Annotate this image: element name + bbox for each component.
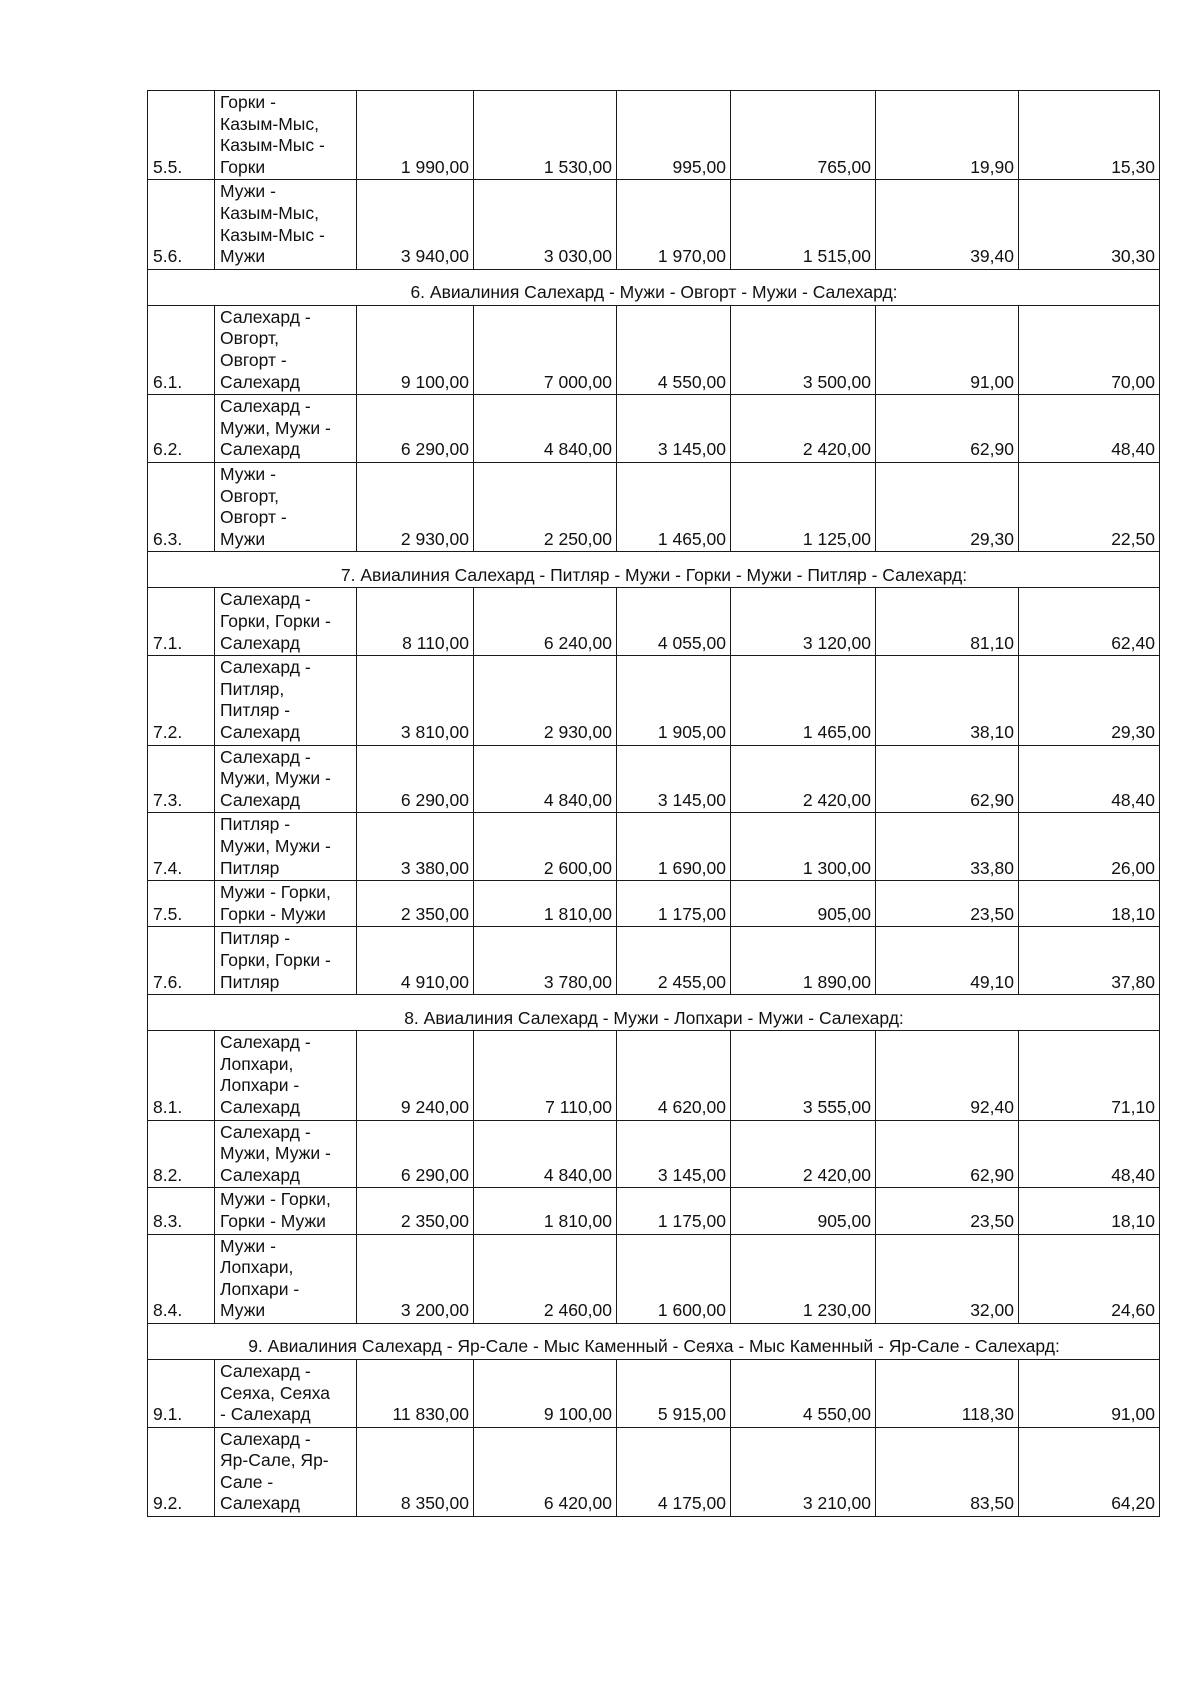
fare-value: 1 905,00 [617, 656, 731, 745]
route-line: Горки [220, 156, 266, 177]
fare-value: 3 210,00 [731, 1427, 876, 1516]
fare-value: 1 125,00 [731, 462, 876, 551]
route-line: Горки, Горки - [220, 949, 331, 970]
table-row [148, 745, 1160, 813]
table-row [148, 305, 1160, 394]
fare-value: 4 620,00 [617, 1031, 731, 1120]
route-line: Горки, Горки - [220, 610, 331, 631]
route-cell [215, 927, 357, 995]
route-cell [215, 813, 357, 881]
route-line: Салехард - [220, 1360, 311, 1381]
route-line: Салехард [220, 1493, 300, 1514]
fare-value: 4 550,00 [617, 305, 731, 394]
fare-value: 2 350,00 [357, 881, 474, 927]
fare-value: 8 110,00 [357, 588, 474, 656]
fare-value: 62,90 [876, 745, 1019, 813]
fare-value: 29,30 [876, 462, 1019, 551]
fare-value: 2 930,00 [474, 656, 617, 745]
fare-value: 92,40 [876, 1031, 1019, 1120]
fare-value: 23,50 [876, 881, 1019, 927]
route-line: Сеяха, Сеяха [220, 1382, 330, 1403]
route-line: Мужи, Мужи - [220, 768, 331, 789]
fare-value: 2 930,00 [357, 462, 474, 551]
fare-table [147, 90, 1160, 1517]
route-line: Мужи [220, 528, 266, 549]
route-line: Казым-Мыс - [220, 135, 325, 156]
route-line: Салехард [220, 632, 300, 653]
fare-value: 1 690,00 [617, 813, 731, 881]
table-row [148, 881, 1160, 927]
row-number: 8.2. [148, 1120, 215, 1188]
fare-value: 9 240,00 [357, 1031, 474, 1120]
fare-value: 7 000,00 [474, 305, 617, 394]
fare-value: 3 555,00 [731, 1031, 876, 1120]
route-line: Мужи [220, 1300, 266, 1321]
fare-value: 2 600,00 [474, 813, 617, 881]
route-line: Горки - [220, 92, 276, 113]
route-cell [215, 91, 357, 180]
fare-value: 3 145,00 [617, 745, 731, 813]
row-number: 9.1. [148, 1359, 215, 1427]
fare-value: 6 240,00 [474, 588, 617, 656]
fare-value: 3 030,00 [474, 180, 617, 269]
fare-value: 2 420,00 [731, 745, 876, 813]
section-header-row [148, 269, 1160, 305]
fare-value: 905,00 [731, 881, 876, 927]
fare-value: 1 600,00 [617, 1234, 731, 1323]
fare-value: 70,00 [1019, 305, 1160, 394]
section-title: 6. Авиалиния Салехард - Мужи - Овгорт - Мужи - Салехард: [148, 269, 1160, 305]
fare-value: 62,90 [876, 395, 1019, 463]
fare-value: 6 290,00 [357, 1120, 474, 1188]
fare-value: 905,00 [731, 1188, 876, 1234]
fare-value: 5 915,00 [617, 1359, 731, 1427]
route-line: - Салехард [220, 1404, 311, 1425]
route-cell [215, 462, 357, 551]
row-number: 8.3. [148, 1188, 215, 1234]
fare-value: 3 145,00 [617, 395, 731, 463]
route-line: Салехард [220, 789, 300, 810]
fare-value: 3 810,00 [357, 656, 474, 745]
route-line: Казым-Мыс, [220, 113, 319, 134]
route-line: Салехард - [220, 1032, 311, 1053]
route-cell [215, 1188, 357, 1234]
fare-value: 765,00 [731, 91, 876, 180]
fare-value: 4 910,00 [357, 927, 474, 995]
route-line: Лопхари, [220, 1053, 294, 1074]
row-number: 7.6. [148, 927, 215, 995]
row-number: 5.6. [148, 180, 215, 269]
fare-value: 11 830,00 [357, 1359, 474, 1427]
table-row [148, 813, 1160, 881]
route-line: Лопхари - [220, 1075, 300, 1096]
route-cell [215, 305, 357, 394]
fare-value: 38,10 [876, 656, 1019, 745]
fare-value: 83,50 [876, 1427, 1019, 1516]
fare-value: 2 460,00 [474, 1234, 617, 1323]
fare-value: 48,40 [1019, 395, 1160, 463]
table-row [148, 180, 1160, 269]
route-line: Мужи, Мужи - [220, 835, 331, 856]
fare-value: 2 455,00 [617, 927, 731, 995]
fare-value: 118,30 [876, 1359, 1019, 1427]
fare-value: 33,80 [876, 813, 1019, 881]
route-line: Салехард - [220, 1121, 311, 1142]
table-row [148, 1427, 1160, 1516]
route-line: Салехард - [220, 589, 311, 610]
fare-value: 4 550,00 [731, 1359, 876, 1427]
route-line: Салехард - [220, 396, 311, 417]
fare-value: 71,10 [1019, 1031, 1160, 1120]
route-line: Лопхари, [220, 1257, 294, 1278]
fare-value: 48,40 [1019, 1120, 1160, 1188]
table-row [148, 927, 1160, 995]
fare-value: 1 990,00 [357, 91, 474, 180]
route-line: Питляр - [220, 814, 291, 835]
row-number: 6.2. [148, 395, 215, 463]
route-line: Салехард - [220, 1428, 311, 1449]
route-line: Питляр [220, 857, 280, 878]
route-line: Горки - Мужи [220, 1210, 326, 1231]
route-cell [215, 1359, 357, 1427]
fare-value: 1 175,00 [617, 881, 731, 927]
fare-value: 4 840,00 [474, 395, 617, 463]
route-line: Мужи - [220, 463, 276, 484]
fare-value: 2 250,00 [474, 462, 617, 551]
route-line: Салехард [220, 1164, 300, 1185]
fare-value: 1 175,00 [617, 1188, 731, 1234]
fare-value: 6 290,00 [357, 745, 474, 813]
fare-value: 995,00 [617, 91, 731, 180]
route-line: Мужи - [220, 1235, 276, 1256]
route-line: Салехард [220, 371, 300, 392]
fare-value: 29,30 [1019, 656, 1160, 745]
fare-value: 26,00 [1019, 813, 1160, 881]
table-row [148, 1359, 1160, 1427]
route-line: Горки - Мужи [220, 903, 326, 924]
table-row [148, 1031, 1160, 1120]
fare-value: 1 890,00 [731, 927, 876, 995]
fare-value: 8 350,00 [357, 1427, 474, 1516]
route-line: Мужи, Мужи - [220, 1143, 331, 1164]
route-line: Питляр [220, 971, 280, 992]
route-line: Мужи [220, 246, 266, 267]
fare-value: 1 970,00 [617, 180, 731, 269]
route-cell [215, 881, 357, 927]
fare-value: 6 420,00 [474, 1427, 617, 1516]
route-line: Овгорт - [220, 507, 287, 528]
fare-value: 9 100,00 [357, 305, 474, 394]
fare-value: 2 420,00 [731, 395, 876, 463]
fare-value: 32,00 [876, 1234, 1019, 1323]
section-title: 8. Авиалиния Салехард - Мужи - Лопхари - Мужи - Салехард: [148, 995, 1160, 1031]
route-line: Овгорт, [220, 328, 279, 349]
fare-value: 62,90 [876, 1120, 1019, 1188]
section-title: 7. Авиалиния Салехард - Питляр - Мужи - Горки - Мужи - Питляр - Салехард: [148, 552, 1160, 588]
route-line: Овгорт, [220, 485, 279, 506]
table-row [148, 656, 1160, 745]
route-line: Салехард [220, 439, 300, 460]
section-header-row [148, 1323, 1160, 1359]
route-cell [215, 1234, 357, 1323]
fare-value: 4 175,00 [617, 1427, 731, 1516]
route-cell [215, 1427, 357, 1516]
fare-value: 3 780,00 [474, 927, 617, 995]
fare-value: 1 530,00 [474, 91, 617, 180]
section-header-row [148, 995, 1160, 1031]
route-cell [215, 180, 357, 269]
fare-value: 64,20 [1019, 1427, 1160, 1516]
fare-value: 3 145,00 [617, 1120, 731, 1188]
row-number: 7.2. [148, 656, 215, 745]
fare-value: 1 810,00 [474, 881, 617, 927]
route-cell [215, 656, 357, 745]
fare-value: 62,40 [1019, 588, 1160, 656]
fare-value: 24,60 [1019, 1234, 1160, 1323]
table-row [148, 462, 1160, 551]
row-number: 6.1. [148, 305, 215, 394]
route-line: Яр-Сале, Яр- [220, 1450, 329, 1471]
fare-value: 49,10 [876, 927, 1019, 995]
route-cell [215, 1031, 357, 1120]
fare-value: 3 940,00 [357, 180, 474, 269]
fare-value: 81,10 [876, 588, 1019, 656]
fare-value: 91,00 [1019, 1359, 1160, 1427]
row-number: 6.3. [148, 462, 215, 551]
route-line: Лопхари - [220, 1278, 300, 1299]
fare-value: 1 465,00 [731, 656, 876, 745]
table-row [148, 395, 1160, 463]
route-line: Питляр - [220, 700, 291, 721]
fare-value: 3 380,00 [357, 813, 474, 881]
route-line: Сале - [220, 1471, 274, 1492]
route-line: Овгорт - [220, 349, 287, 370]
route-line: Питляр - [220, 928, 291, 949]
fare-value: 9 100,00 [474, 1359, 617, 1427]
route-line: Салехард [220, 1096, 300, 1117]
fare-value: 4 840,00 [474, 745, 617, 813]
fare-value: 19,90 [876, 91, 1019, 180]
route-cell [215, 1120, 357, 1188]
row-number: 7.1. [148, 588, 215, 656]
fare-value: 4 840,00 [474, 1120, 617, 1188]
route-line: Мужи - Горки, [220, 882, 331, 903]
table-row [148, 588, 1160, 656]
route-line: Мужи - Горки, [220, 1189, 331, 1210]
route-cell [215, 588, 357, 656]
fare-value: 30,30 [1019, 180, 1160, 269]
fare-value: 39,40 [876, 180, 1019, 269]
row-number: 8.1. [148, 1031, 215, 1120]
fare-value: 6 290,00 [357, 395, 474, 463]
section-header-row [148, 552, 1160, 588]
row-number: 8.4. [148, 1234, 215, 1323]
route-line: Питляр, [220, 678, 285, 699]
fare-value: 37,80 [1019, 927, 1160, 995]
fare-value: 15,30 [1019, 91, 1160, 180]
route-line: Салехард [220, 721, 300, 742]
route-line: Казым-Мыс, [220, 203, 319, 223]
route-line: Салехард - [220, 306, 311, 327]
fare-value: 3 500,00 [731, 305, 876, 394]
section-title: 9. Авиалиния Салехард - Яр-Сале - Мыс Каменный - Сеяха - Мыс Каменный - Яр-Сале - Салехард: [148, 1323, 1160, 1359]
row-number: 9.2. [148, 1427, 215, 1516]
route-line: Салехард - [220, 657, 311, 678]
route-line: Мужи - [220, 181, 276, 202]
row-number: 7.3. [148, 745, 215, 813]
fare-value: 1 515,00 [731, 180, 876, 269]
fare-value: 1 465,00 [617, 462, 731, 551]
route-line: Салехард - [220, 746, 311, 767]
route-cell [215, 395, 357, 463]
fare-value: 2 350,00 [357, 1188, 474, 1234]
row-number: 7.4. [148, 813, 215, 881]
route-line: Мужи, Мужи - [220, 417, 331, 438]
fare-value: 18,10 [1019, 881, 1160, 927]
fare-value: 1 300,00 [731, 813, 876, 881]
fare-value: 7 110,00 [474, 1031, 617, 1120]
fare-value: 3 200,00 [357, 1234, 474, 1323]
table-row [148, 1234, 1160, 1323]
fare-value: 3 120,00 [731, 588, 876, 656]
fare-value: 91,00 [876, 305, 1019, 394]
fare-value: 2 420,00 [731, 1120, 876, 1188]
fare-value: 1 230,00 [731, 1234, 876, 1323]
fare-table-body [148, 91, 1160, 1517]
row-number: 5.5. [148, 91, 215, 180]
route-cell [215, 745, 357, 813]
fare-value: 1 810,00 [474, 1188, 617, 1234]
route-line: Казым-Мыс - [220, 224, 325, 245]
table-row [148, 91, 1160, 180]
fare-value: 22,50 [1019, 462, 1160, 551]
row-number: 7.5. [148, 881, 215, 927]
fare-value: 48,40 [1019, 745, 1160, 813]
table-row [148, 1188, 1160, 1234]
table-row [148, 1120, 1160, 1188]
fare-value: 18,10 [1019, 1188, 1160, 1234]
fare-value: 4 055,00 [617, 588, 731, 656]
fare-value: 23,50 [876, 1188, 1019, 1234]
